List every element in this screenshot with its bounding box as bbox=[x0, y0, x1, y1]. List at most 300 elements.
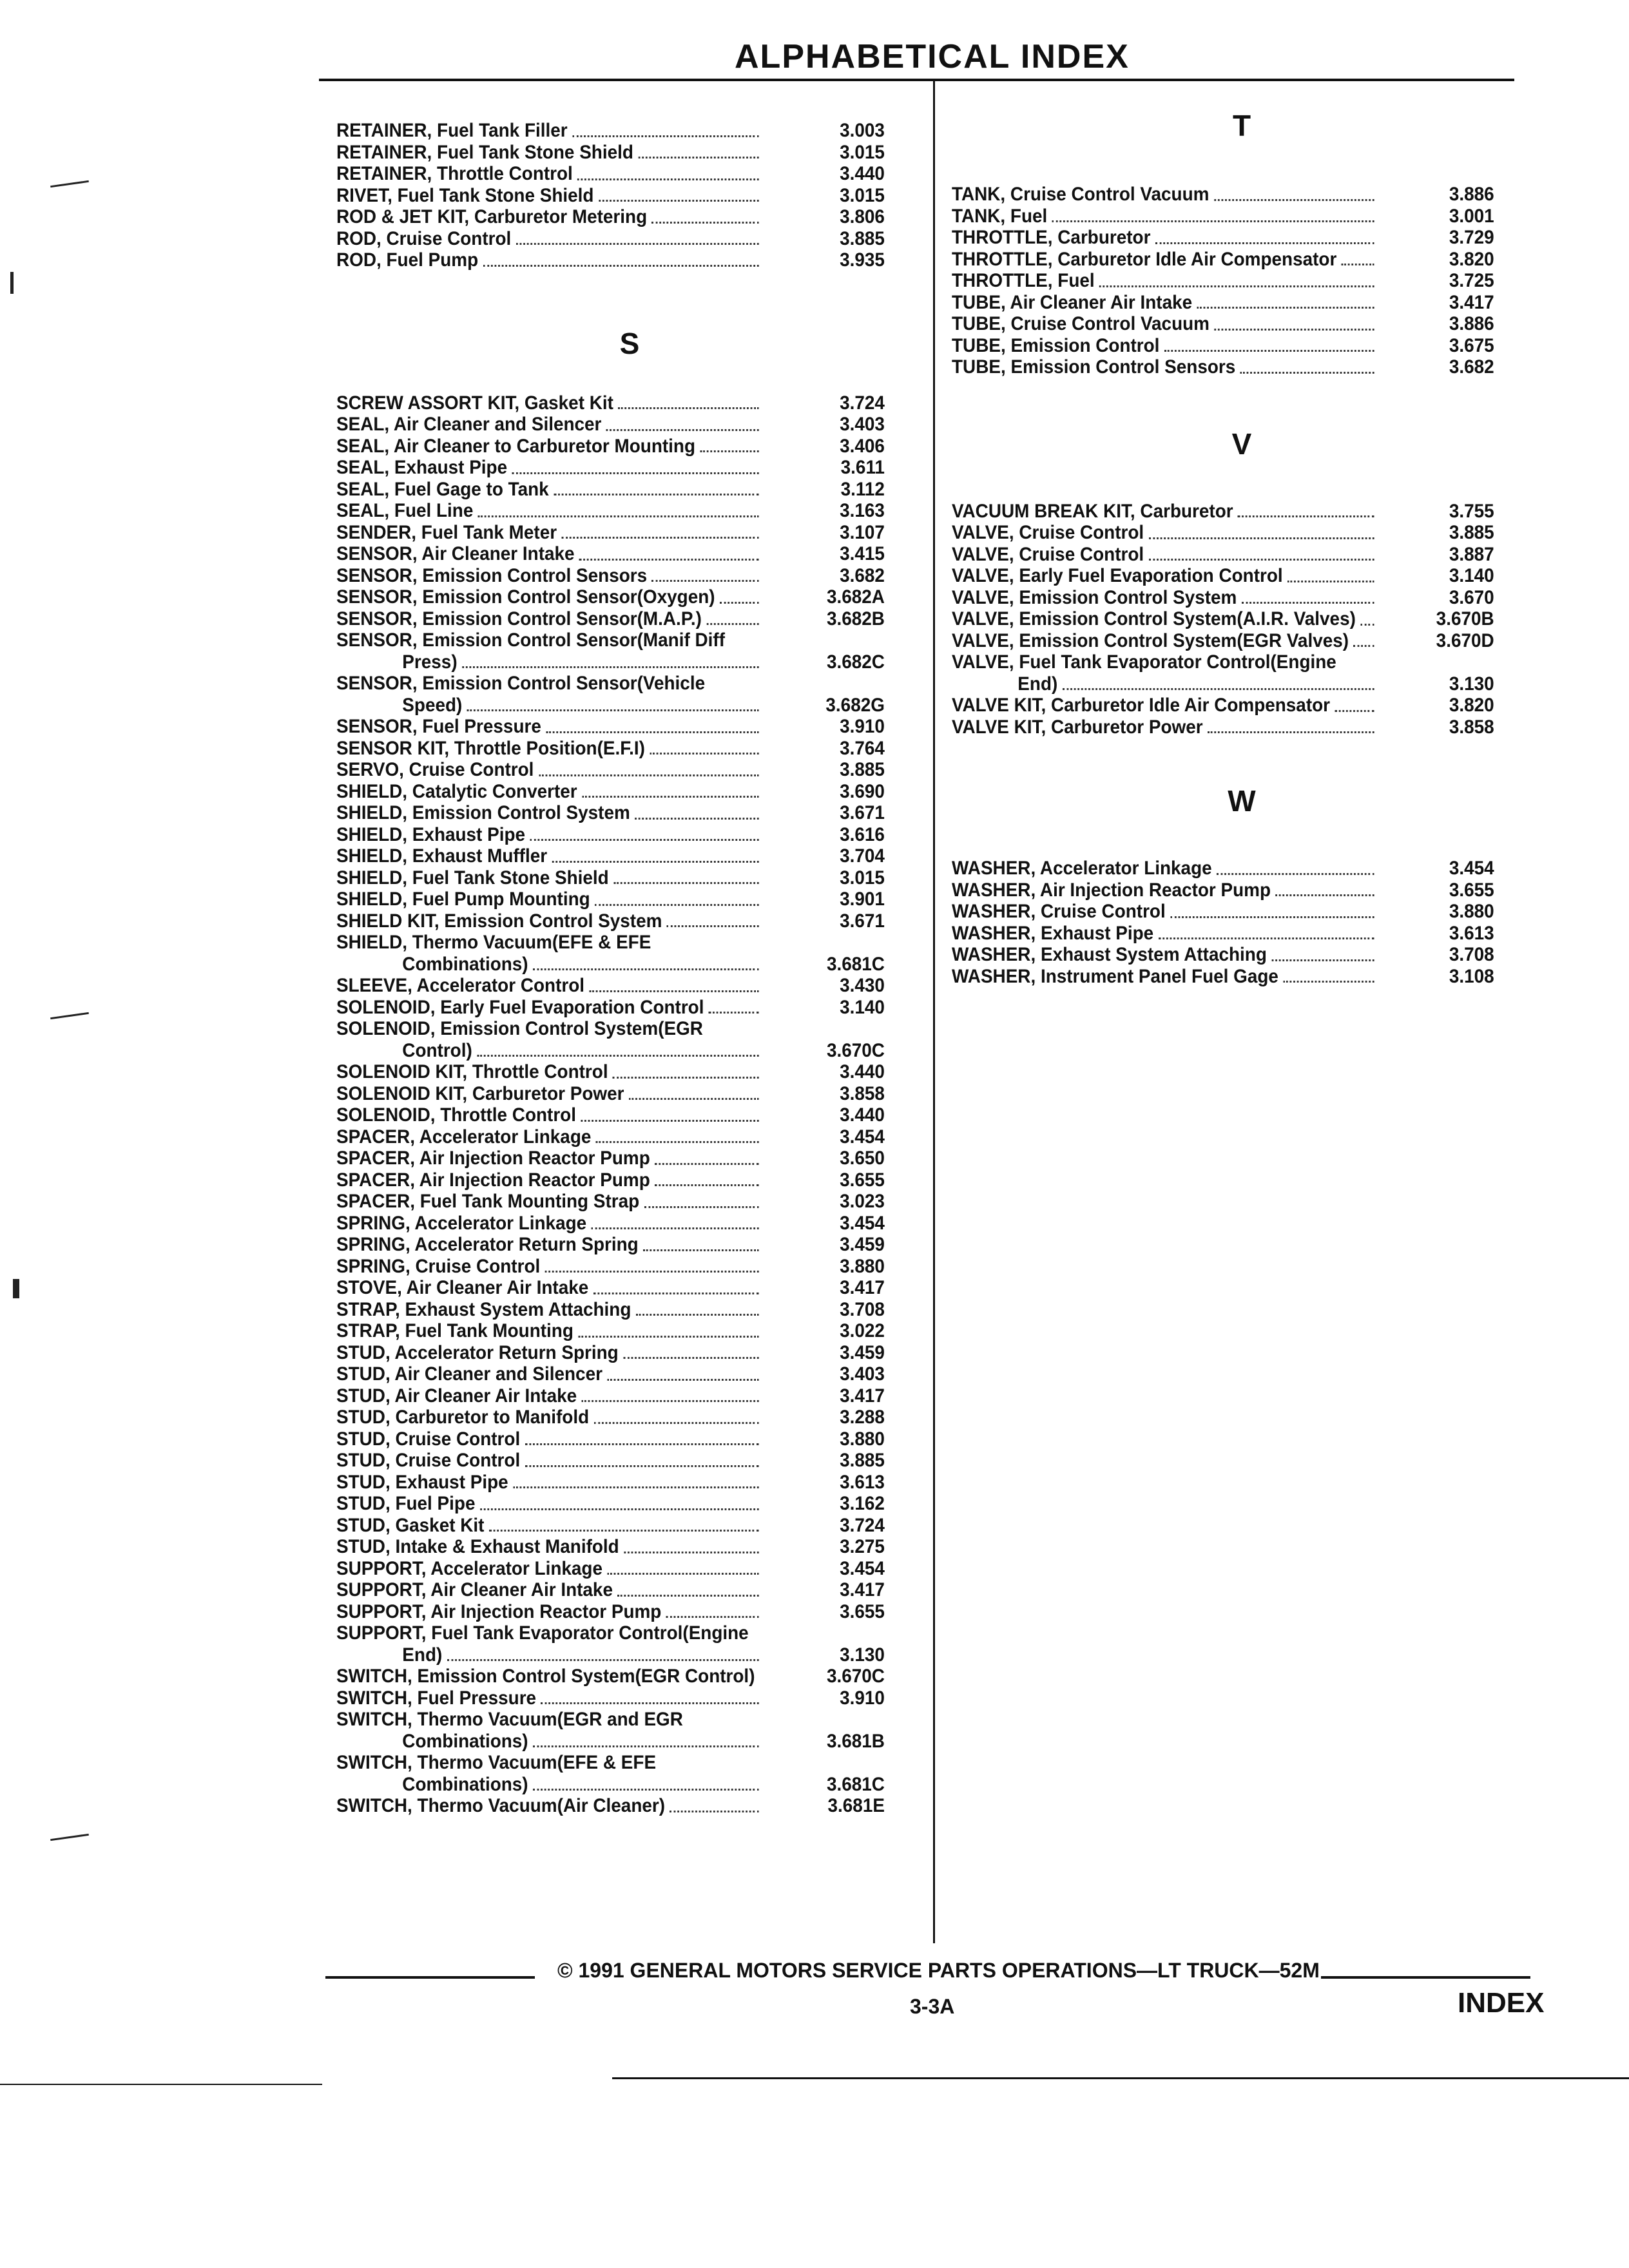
dot-leader bbox=[447, 1659, 759, 1661]
dot-leader bbox=[483, 265, 759, 267]
entry-page-ref: 3.454 bbox=[840, 1212, 885, 1234]
entry-name: SOLENOID KIT, Throttle Control bbox=[336, 1061, 608, 1082]
index-entry bbox=[952, 334, 1494, 357]
entry-name: RETAINER, Fuel Tank Stone Shield bbox=[336, 141, 633, 163]
dot-leader bbox=[1335, 710, 1374, 712]
dot-leader bbox=[644, 1206, 759, 1208]
entry-name: VALVE KIT, Carburetor Idle Air Compensator bbox=[952, 695, 1331, 716]
index-entry bbox=[952, 522, 1494, 544]
entry-page-ref: 3.670C bbox=[826, 1039, 885, 1061]
index-entry bbox=[336, 1061, 885, 1083]
entry-name: SERVO, Cruise Control bbox=[336, 759, 534, 780]
dot-leader bbox=[670, 1811, 759, 1812]
entry-name: VALVE, Cruise Control bbox=[952, 543, 1144, 565]
index-entry bbox=[336, 1212, 885, 1235]
dot-leader bbox=[562, 537, 759, 539]
index-entry bbox=[336, 780, 885, 803]
entry-name: WASHER, Cruise Control bbox=[952, 901, 1166, 922]
dot-leader bbox=[477, 1055, 759, 1057]
entry-page-ref: 3.858 bbox=[1449, 716, 1494, 738]
entry-name: STOVE, Air Cleaner Air Intake bbox=[336, 1277, 589, 1298]
entry-name: VALVE, Emission Control System(A.I.R. Valves) bbox=[952, 608, 1356, 629]
entry-page-ref: 3.681C bbox=[826, 1773, 885, 1795]
entry-name: SENSOR, Emission Control Sensors bbox=[336, 564, 648, 586]
entry-page-ref: 3.415 bbox=[840, 543, 885, 564]
entry-page-ref: 3.023 bbox=[840, 1191, 885, 1212]
entry-name: TUBE, Cruise Control Vacuum bbox=[952, 313, 1210, 334]
entry-page-ref: 3.015 bbox=[840, 184, 885, 206]
dot-leader bbox=[513, 1486, 758, 1488]
entry-name: SENSOR, Fuel Pressure bbox=[336, 716, 541, 737]
entry-page-ref: 3.406 bbox=[840, 435, 885, 457]
dot-leader bbox=[651, 222, 758, 224]
entry-page-ref: 3.681B bbox=[826, 1730, 885, 1752]
dot-leader bbox=[577, 178, 759, 180]
dot-leader bbox=[700, 450, 759, 452]
index-entry bbox=[336, 521, 885, 544]
index-entry bbox=[336, 953, 885, 975]
entry-page-ref: 3.858 bbox=[840, 1082, 885, 1104]
scan-mark bbox=[10, 272, 14, 294]
entry-name: TANK, Cruise Control Vacuum bbox=[952, 184, 1210, 205]
index-entry bbox=[336, 1579, 885, 1601]
entry-name: STUD, Gasket Kit bbox=[336, 1514, 485, 1536]
index-entry bbox=[336, 1104, 885, 1126]
entry-page-ref: 3.880 bbox=[840, 1428, 885, 1450]
dot-leader bbox=[554, 494, 759, 495]
dot-leader bbox=[607, 1379, 758, 1381]
entry-page-ref: 3.417 bbox=[840, 1277, 885, 1298]
entry-name: VALVE KIT, Carburetor Power bbox=[952, 716, 1203, 738]
entry-page-ref: 3.140 bbox=[1449, 565, 1494, 586]
index-entry bbox=[336, 1450, 885, 1472]
index-entry bbox=[336, 249, 885, 271]
index-entry bbox=[336, 1018, 882, 1040]
dot-leader bbox=[720, 602, 758, 604]
entry-name: SUPPORT, Air Cleaner Air Intake bbox=[336, 1579, 613, 1600]
entry-page-ref: 3.112 bbox=[840, 478, 885, 500]
index-entry bbox=[336, 1385, 885, 1407]
index-entry bbox=[336, 1363, 885, 1385]
entry-name: SWITCH, Thermo Vacuum(EFE & EFE bbox=[336, 1752, 657, 1773]
index-entry bbox=[952, 673, 1494, 695]
entry-page-ref: 3.901 bbox=[840, 889, 885, 910]
entry-name: STRAP, Exhaust System Attaching bbox=[336, 1298, 631, 1320]
dot-leader bbox=[614, 882, 759, 884]
entry-name: VALVE, Emission Control System bbox=[952, 586, 1237, 608]
index-entry bbox=[336, 1795, 885, 1817]
index-entry bbox=[336, 1687, 885, 1709]
index-entry bbox=[952, 608, 1494, 630]
dot-leader bbox=[596, 1141, 759, 1143]
index-entry bbox=[336, 1536, 885, 1558]
index-entry bbox=[952, 565, 1494, 587]
dot-leader bbox=[599, 200, 758, 202]
entry-page-ref: 3.440 bbox=[840, 1061, 885, 1082]
dot-leader bbox=[606, 429, 759, 431]
entry-name: SUPPORT, Air Injection Reactor Pump bbox=[336, 1600, 662, 1622]
index-entry bbox=[336, 975, 885, 997]
entry-page-ref: 3.935 bbox=[840, 249, 885, 271]
entry-page-ref: 3.403 bbox=[840, 414, 885, 435]
entry-name: SUPPORT, Accelerator Linkage bbox=[336, 1557, 602, 1579]
dot-leader bbox=[613, 1077, 759, 1079]
index-entry bbox=[952, 901, 1494, 923]
entry-page-ref: 3.130 bbox=[840, 1644, 885, 1666]
index-entry bbox=[336, 1341, 885, 1364]
dot-leader bbox=[655, 1184, 759, 1186]
column-divider bbox=[933, 81, 935, 1943]
index-entry bbox=[952, 543, 1494, 566]
dot-leader bbox=[1238, 515, 1374, 517]
dot-leader bbox=[623, 1357, 758, 1359]
entry-name: VALVE, Fuel Tank Evaporator Control(Engine bbox=[952, 651, 1336, 673]
dot-leader bbox=[589, 990, 758, 992]
entry-page-ref: 3.708 bbox=[1449, 944, 1494, 965]
dot-leader bbox=[581, 1400, 758, 1402]
entry-page-ref: 3.003 bbox=[840, 120, 885, 141]
index-entry bbox=[336, 1039, 885, 1062]
dot-leader bbox=[1214, 329, 1374, 331]
entry-page-ref: 3.655 bbox=[840, 1169, 885, 1191]
right-column bbox=[952, 100, 1532, 987]
entry-page-ref: 3.108 bbox=[1449, 965, 1494, 987]
entry-page-ref: 3.022 bbox=[840, 1320, 885, 1341]
entry-page-ref: 3.910 bbox=[840, 716, 885, 737]
entry-name: SHIELD KIT, Emission Control System bbox=[336, 910, 662, 932]
entry-page-ref: 3.682A bbox=[826, 586, 885, 608]
entry-name: RIVET, Fuel Tank Stone Shield bbox=[336, 184, 594, 206]
dot-leader bbox=[525, 1465, 759, 1467]
entry-page-ref: 3.806 bbox=[840, 206, 885, 227]
entry-name: SENSOR KIT, Throttle Position(E.F.I) bbox=[336, 737, 645, 759]
entry-page-ref: 3.459 bbox=[840, 1234, 885, 1255]
entry-name: SEAL, Exhaust Pipe bbox=[336, 457, 508, 478]
dot-leader bbox=[546, 731, 759, 733]
index-entry bbox=[336, 184, 885, 207]
entry-page-ref: 3.454 bbox=[840, 1557, 885, 1579]
index-entry bbox=[336, 1082, 885, 1105]
scan-mark bbox=[50, 1012, 89, 1019]
header-rule bbox=[319, 79, 1514, 81]
index-entry bbox=[336, 737, 885, 760]
entry-page-ref: 3.887 bbox=[1449, 543, 1494, 565]
entry-page-ref: 3.403 bbox=[840, 1363, 885, 1385]
index-entry bbox=[952, 586, 1494, 609]
entry-page-ref: 3.682B bbox=[826, 608, 885, 629]
dot-leader bbox=[1052, 220, 1374, 222]
entry-name: SCREW ASSORT KIT, Gasket Kit bbox=[336, 392, 613, 414]
index-entry bbox=[336, 478, 885, 501]
dot-leader bbox=[539, 774, 758, 776]
index-entry bbox=[952, 270, 1494, 292]
entry-name: STUD, Accelerator Return Spring bbox=[336, 1341, 619, 1363]
index-entry bbox=[336, 564, 885, 587]
entry-page-ref: 3.885 bbox=[1449, 522, 1494, 543]
entry-page-ref: 3.440 bbox=[840, 163, 885, 184]
entry-name: STUD, Exhaust Pipe bbox=[336, 1471, 508, 1493]
index-entry bbox=[336, 543, 885, 565]
index-entry bbox=[336, 1666, 885, 1687]
entry-name: THROTTLE, Fuel bbox=[952, 270, 1095, 291]
dot-leader bbox=[709, 1012, 759, 1014]
entry-page-ref: 3.650 bbox=[840, 1148, 885, 1169]
index-entry bbox=[336, 651, 885, 673]
entry-name: STUD, Fuel Pipe bbox=[336, 1493, 476, 1514]
entry-name: STUD, Air Cleaner and Silencer bbox=[336, 1363, 602, 1385]
index-list-v bbox=[952, 501, 1532, 738]
entry-page-ref: 3.613 bbox=[840, 1471, 885, 1493]
index-entry bbox=[952, 227, 1494, 249]
entry-name: SENSOR, Emission Control Sensor(Oxygen) bbox=[336, 586, 715, 608]
dot-leader bbox=[655, 1163, 759, 1165]
index-entry bbox=[336, 673, 882, 695]
entry-page-ref: 3.885 bbox=[840, 759, 885, 780]
entry-page-ref: 3.671 bbox=[840, 910, 885, 932]
index-entry bbox=[336, 1709, 882, 1731]
dot-leader bbox=[1342, 264, 1374, 265]
entry-name: SHIELD, Emission Control System bbox=[336, 802, 630, 823]
entry-page-ref: 3.655 bbox=[1449, 879, 1494, 901]
entry-page-ref: 3.440 bbox=[840, 1104, 885, 1126]
entry-name: STRAP, Fuel Tank Mounting bbox=[336, 1320, 574, 1341]
scan-mark bbox=[50, 1834, 89, 1841]
dot-leader bbox=[480, 1508, 758, 1510]
index-entry bbox=[336, 1277, 885, 1299]
index-entry bbox=[952, 965, 1494, 988]
index-entry bbox=[336, 586, 885, 608]
entry-page-ref: 3.670D bbox=[1436, 629, 1494, 651]
dot-leader bbox=[582, 796, 758, 798]
index-entry bbox=[336, 1234, 885, 1256]
entry-name: Combinations) bbox=[402, 1773, 528, 1795]
dot-leader bbox=[545, 1271, 759, 1273]
entry-page-ref: 3.275 bbox=[840, 1536, 885, 1557]
entry-name: SHIELD, Fuel Pump Mounting bbox=[336, 889, 590, 910]
index-entry bbox=[336, 163, 885, 185]
dot-leader bbox=[666, 925, 758, 927]
index-entry bbox=[336, 1255, 885, 1278]
index-entry bbox=[336, 1730, 885, 1753]
entry-name: SPACER, Air Injection Reactor Pump bbox=[336, 1169, 650, 1191]
entry-page-ref: 3.454 bbox=[1449, 858, 1494, 879]
entry-name: SPACER, Fuel Tank Mounting Strap bbox=[336, 1191, 640, 1212]
entry-name: End) bbox=[402, 1644, 443, 1666]
index-entry bbox=[336, 1126, 885, 1148]
dot-leader bbox=[635, 818, 759, 820]
index-entry bbox=[336, 629, 882, 651]
dot-leader bbox=[1353, 645, 1374, 647]
index-list-r bbox=[336, 120, 923, 271]
entry-name: SHIELD, Catalytic Converter bbox=[336, 780, 577, 802]
index-entry bbox=[952, 879, 1494, 901]
index-entry bbox=[336, 414, 885, 436]
dot-leader bbox=[1164, 350, 1374, 352]
entry-name: SPRING, Cruise Control bbox=[336, 1255, 541, 1277]
entry-page-ref: 3.880 bbox=[840, 1255, 885, 1277]
entry-page-ref: 3.681C bbox=[826, 953, 885, 975]
dot-leader bbox=[1275, 894, 1374, 896]
dot-leader bbox=[1155, 242, 1374, 244]
dot-leader bbox=[650, 753, 758, 754]
dot-leader bbox=[533, 1745, 759, 1747]
dot-leader bbox=[530, 839, 758, 841]
entry-name: SUPPORT, Fuel Tank Evaporator Control(Engine bbox=[336, 1622, 749, 1644]
entry-name: TUBE, Air Cleaner Air Intake bbox=[952, 291, 1193, 313]
entry-name: ROD & JET KIT, Carburetor Metering bbox=[336, 206, 648, 227]
section-letter-v: V bbox=[1231, 427, 1252, 461]
index-list-s bbox=[336, 392, 923, 1817]
entry-name: WASHER, Instrument Panel Fuel Gage bbox=[952, 965, 1278, 987]
dot-leader bbox=[1170, 916, 1374, 918]
index-entry bbox=[336, 1169, 885, 1191]
index-entry bbox=[336, 1644, 885, 1666]
entry-page-ref: 3.764 bbox=[840, 737, 885, 759]
entry-page-ref: 3.682C bbox=[826, 651, 885, 673]
entry-name: SENDER, Fuel Tank Meter bbox=[336, 521, 557, 543]
entry-page-ref: 3.163 bbox=[840, 500, 885, 521]
scan-mark bbox=[13, 1279, 19, 1298]
entry-name: SEAL, Air Cleaner and Silencer bbox=[336, 414, 602, 435]
entry-name: Speed) bbox=[402, 694, 463, 716]
dot-leader bbox=[1240, 372, 1374, 374]
entry-name: VALVE, Emission Control System(EGR Valves) bbox=[952, 629, 1349, 651]
index-entry bbox=[336, 1493, 885, 1515]
entry-name: STUD, Intake & Exhaust Manifold bbox=[336, 1536, 619, 1557]
dot-leader bbox=[1149, 559, 1374, 561]
dot-leader bbox=[512, 472, 758, 474]
dot-leader bbox=[1063, 688, 1374, 690]
index-entry bbox=[336, 694, 885, 716]
entry-page-ref: 3.704 bbox=[840, 845, 885, 867]
index-entry bbox=[336, 392, 885, 414]
entry-page-ref: 3.140 bbox=[840, 996, 885, 1018]
entry-page-ref: 3.001 bbox=[1449, 205, 1494, 227]
entry-page-ref: 3.130 bbox=[1449, 673, 1494, 695]
index-entry bbox=[336, 759, 885, 781]
index-entry bbox=[952, 184, 1494, 206]
entry-page-ref: 3.015 bbox=[840, 867, 885, 889]
index-entry bbox=[336, 823, 885, 846]
entry-name: SENSOR, Emission Control Sensor(Manif Diff bbox=[336, 629, 726, 651]
footer-rule-right bbox=[1321, 1976, 1530, 1979]
dot-leader bbox=[1217, 873, 1374, 875]
entry-name: RETAINER, Fuel Tank Filler bbox=[336, 120, 568, 141]
dot-leader bbox=[624, 1552, 758, 1553]
index-entry bbox=[336, 206, 885, 228]
entry-page-ref: 3.820 bbox=[1449, 695, 1494, 716]
entry-page-ref: 3.616 bbox=[840, 823, 885, 845]
entry-name: TUBE, Emission Control Sensors bbox=[952, 356, 1236, 378]
entry-name: SWITCH, Thermo Vacuum(Air Cleaner) bbox=[336, 1795, 666, 1816]
index-entry bbox=[336, 996, 885, 1019]
entry-page-ref: 3.459 bbox=[840, 1341, 885, 1363]
index-entry bbox=[952, 922, 1494, 945]
entry-page-ref: 3.670C bbox=[826, 1666, 885, 1687]
entry-name: RETAINER, Throttle Control bbox=[336, 163, 573, 184]
entry-page-ref: 3.107 bbox=[840, 521, 885, 543]
entry-name: SEAL, Fuel Gage to Tank bbox=[336, 478, 549, 500]
entry-name: SHIELD, Exhaust Muffler bbox=[336, 845, 548, 867]
entry-page-ref: 3.708 bbox=[840, 1298, 885, 1320]
index-entry bbox=[336, 716, 885, 738]
entry-page-ref: 3.671 bbox=[840, 802, 885, 823]
index-entry bbox=[336, 845, 885, 867]
entry-page-ref: 3.417 bbox=[840, 1385, 885, 1407]
entry-page-ref: 3.729 bbox=[1449, 227, 1494, 248]
left-column bbox=[336, 120, 923, 1817]
page-title: ALPHABETICAL INDEX bbox=[735, 38, 1130, 75]
entry-page-ref: 3.417 bbox=[1449, 291, 1494, 313]
index-entry bbox=[336, 1428, 885, 1450]
dot-leader bbox=[666, 1616, 759, 1618]
index-list-t bbox=[952, 184, 1532, 378]
entry-page-ref: 3.681E bbox=[827, 1795, 885, 1816]
entry-page-ref: 3.682G bbox=[825, 694, 885, 716]
entry-page-ref: 3.675 bbox=[1449, 334, 1494, 356]
dot-leader bbox=[643, 1249, 758, 1251]
entry-name: ROD, Fuel Pump bbox=[336, 249, 479, 271]
index-entry bbox=[336, 910, 885, 932]
entry-name: SEAL, Fuel Line bbox=[336, 500, 474, 521]
footer-copyright: © 1991 GENERAL MOTORS SERVICE PARTS OPERATIONS—LT TRUCK—52M bbox=[557, 1959, 1320, 1982]
entry-name: SPRING, Accelerator Linkage bbox=[336, 1212, 587, 1234]
entry-name: End) bbox=[1017, 673, 1058, 695]
dot-leader bbox=[707, 623, 759, 625]
entry-page-ref: 3.690 bbox=[840, 780, 885, 802]
bottom-rule-left bbox=[0, 2084, 322, 2085]
dot-leader bbox=[579, 1336, 759, 1338]
entry-name: Press) bbox=[402, 651, 458, 673]
index-entry bbox=[952, 500, 1494, 523]
entry-name: VALVE, Early Fuel Evaporation Control bbox=[952, 565, 1283, 586]
index-entry bbox=[952, 248, 1494, 271]
entry-page-ref: 3.611 bbox=[840, 457, 885, 478]
entry-page-ref: 3.724 bbox=[840, 1514, 885, 1536]
entry-name: SWITCH, Emission Control System(EGR Control) bbox=[336, 1666, 755, 1687]
index-entry bbox=[952, 291, 1494, 314]
page-number: 3-3A bbox=[910, 1995, 955, 2018]
entry-page-ref: 3.725 bbox=[1449, 270, 1494, 291]
entry-page-ref: 3.880 bbox=[1449, 901, 1494, 922]
entry-page-ref: 3.682 bbox=[840, 564, 885, 586]
section-label: INDEX bbox=[1458, 1987, 1545, 2019]
section-letter-w: W bbox=[1228, 784, 1256, 818]
index-entry bbox=[336, 1514, 885, 1537]
entry-page-ref: 3.430 bbox=[840, 975, 885, 996]
entry-name: SOLENOID, Emission Control System(EGR bbox=[336, 1018, 703, 1039]
entry-page-ref: 3.755 bbox=[1449, 500, 1494, 522]
entry-name: SOLENOID, Throttle Control bbox=[336, 1104, 576, 1126]
dot-leader bbox=[533, 1789, 759, 1791]
dot-leader bbox=[591, 1227, 758, 1229]
entry-page-ref: 3.162 bbox=[840, 1493, 885, 1514]
dot-leader bbox=[1287, 581, 1374, 582]
entry-name: SENSOR, Emission Control Sensor(M.A.P.) bbox=[336, 608, 702, 629]
index-entry bbox=[952, 313, 1494, 335]
entry-name: SHIELD, Fuel Tank Stone Shield bbox=[336, 867, 609, 889]
index-entry bbox=[336, 1752, 882, 1774]
entry-name: STUD, Carburetor to Manifold bbox=[336, 1407, 590, 1428]
entry-name: STUD, Cruise Control bbox=[336, 1428, 521, 1450]
entry-name: STUD, Air Cleaner Air Intake bbox=[336, 1385, 577, 1407]
entry-name: SWITCH, Thermo Vacuum(EGR and EGR bbox=[336, 1709, 683, 1730]
entry-page-ref: 3.820 bbox=[1449, 248, 1494, 270]
entry-page-ref: 3.886 bbox=[1449, 184, 1494, 205]
index-entry bbox=[336, 932, 882, 954]
dot-leader bbox=[651, 580, 758, 582]
dot-leader bbox=[629, 1098, 759, 1100]
